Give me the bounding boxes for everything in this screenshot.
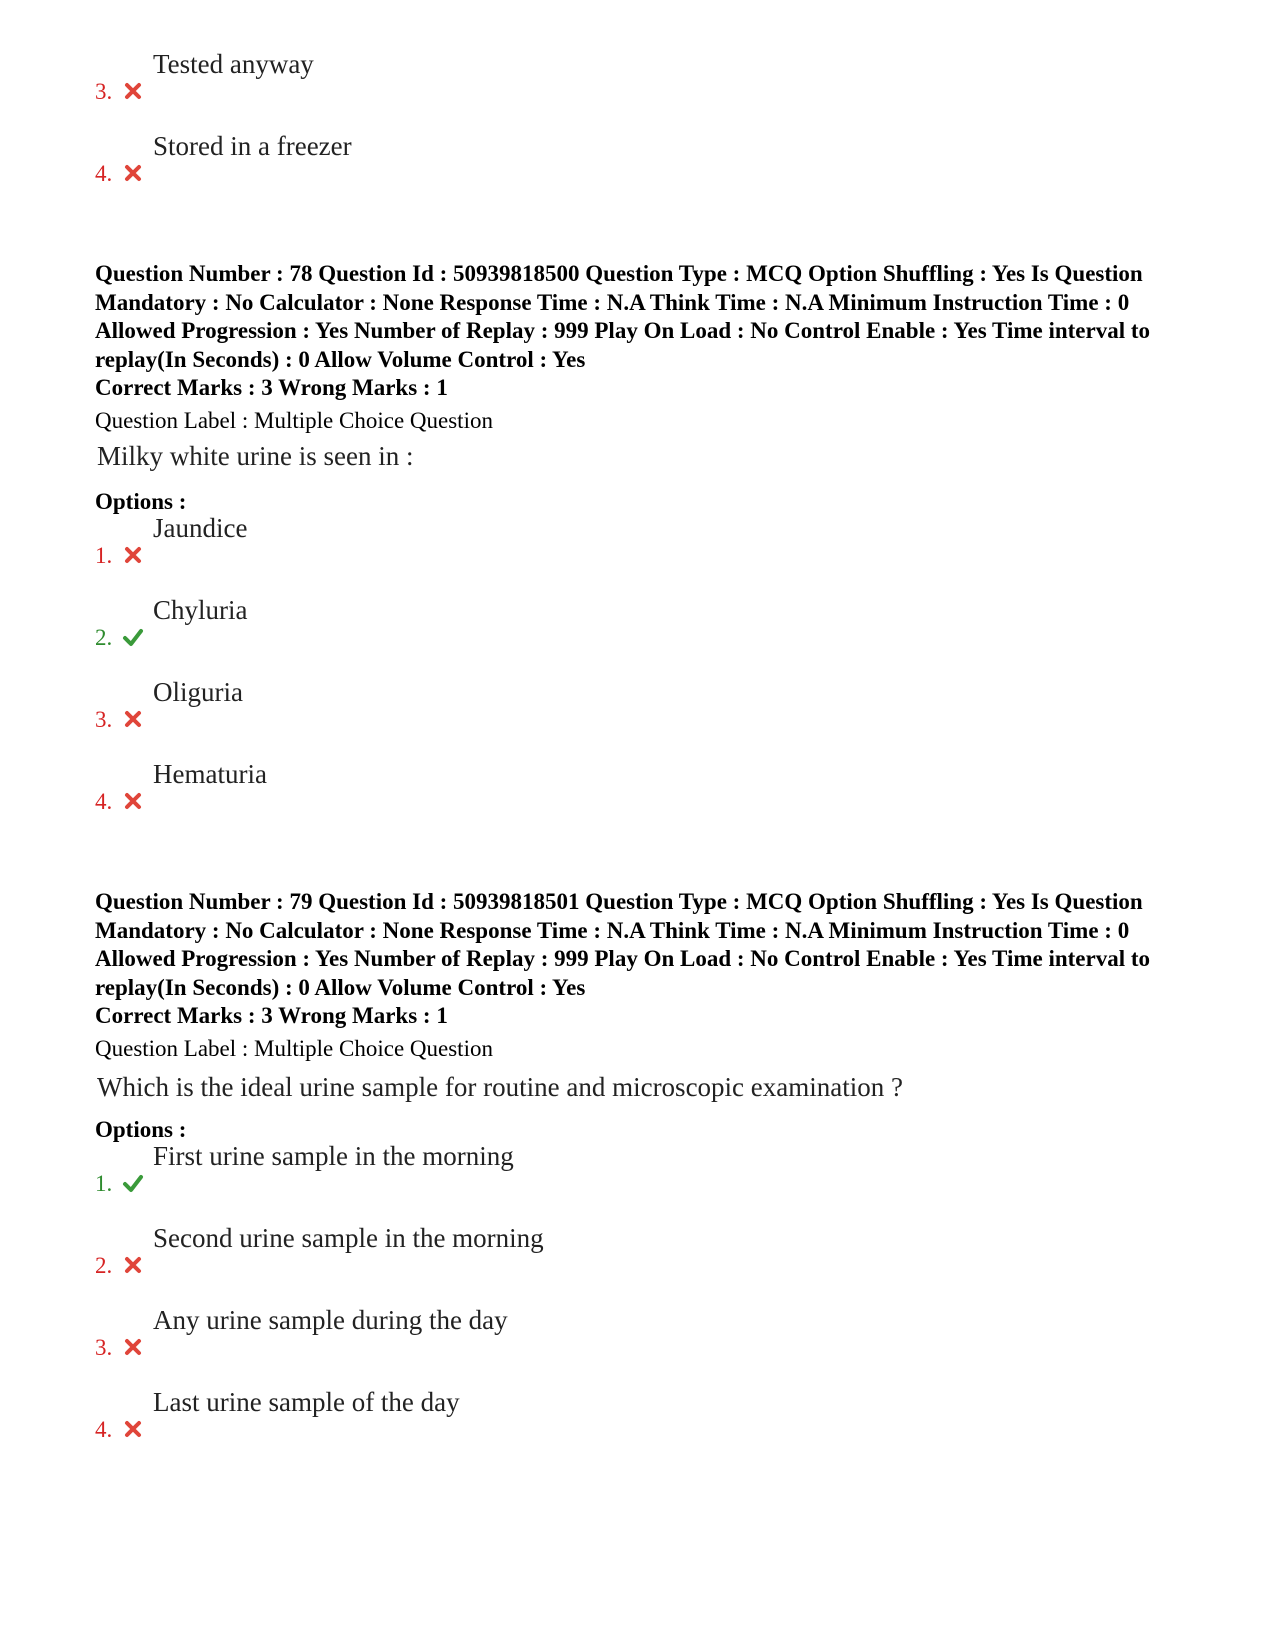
cross-icon xyxy=(123,709,143,729)
check-icon xyxy=(121,1173,145,1193)
question-text: Milky white urine is seen in : xyxy=(97,441,414,471)
question-meta: Question Number : 78 Question Id : 50939818500 Question Type : MCQ Option Shuffling : Yes Is Question Mandatory : No Calculator : None Response Time : N.A Think Time : N.A Minimum Instruction Time : 0 Allowed Progression : Yes Number of Replay : 999 Play On Load : No Control Enable : Yes Time interval to replay(In Seconds) : 0 Allow Volume Control : Yes xyxy=(95,261,1151,372)
option-number: 4. xyxy=(95,789,113,814)
option-item xyxy=(95,49,995,104)
question-marks: Correct Marks : 3 Wrong Marks : 1 xyxy=(95,375,448,400)
option-item xyxy=(95,1305,995,1360)
option-item xyxy=(95,1141,995,1196)
question-label: Question Label : Multiple Choice Question xyxy=(95,408,493,433)
option-item xyxy=(95,677,995,732)
option-item xyxy=(95,1387,995,1442)
option-number: 1. xyxy=(95,1171,113,1196)
option-text: Second urine sample in the morning xyxy=(153,1223,544,1253)
option-item xyxy=(95,759,995,814)
option-item xyxy=(95,595,995,650)
option-text: Jaundice xyxy=(153,513,248,543)
option-number: 1. xyxy=(95,543,113,568)
cross-icon xyxy=(123,791,143,811)
options-heading: Options : xyxy=(95,1117,187,1142)
option-text: Stored in a freezer xyxy=(153,131,352,161)
option-text: Tested anyway xyxy=(153,49,314,79)
question-marks: Correct Marks : 3 Wrong Marks : 1 xyxy=(95,1003,448,1028)
options-heading: Options : xyxy=(95,489,187,514)
option-item xyxy=(95,1223,995,1278)
cross-icon xyxy=(123,1419,143,1439)
option-text: Any urine sample during the day xyxy=(153,1305,508,1335)
cross-icon xyxy=(123,545,143,565)
option-number: 2. xyxy=(95,625,113,650)
cross-icon xyxy=(123,81,143,101)
option-number: 4. xyxy=(95,1417,113,1442)
option-number: 3. xyxy=(95,1335,113,1360)
option-text: Chyluria xyxy=(153,595,248,625)
option-text: Last urine sample of the day xyxy=(153,1387,460,1417)
question-text: Which is the ideal urine sample for routine and microscopic examination ? xyxy=(97,1072,903,1102)
cross-icon xyxy=(123,163,143,183)
cross-icon xyxy=(123,1255,143,1275)
option-item xyxy=(95,131,995,186)
option-item xyxy=(95,513,995,568)
question-label: Question Label : Multiple Choice Question xyxy=(95,1036,493,1061)
cross-icon xyxy=(123,1337,143,1357)
option-number: 3. xyxy=(95,707,113,732)
option-number: 4. xyxy=(95,161,113,186)
option-number: 3. xyxy=(95,79,113,104)
question-meta: Question Number : 79 Question Id : 50939818501 Question Type : MCQ Option Shuffling : Yes Is Question Mandatory : No Calculator : None Response Time : N.A Think Time : N.A Minimum Instruction Time : 0 Allowed Progression : Yes Number of Replay : 999 Play On Load : No Control Enable : Yes Time interval to replay(In Seconds) : 0 Allow Volume Control : Yes xyxy=(95,889,1151,1000)
option-text: Oliguria xyxy=(153,677,243,707)
option-number: 2. xyxy=(95,1253,113,1278)
option-text: Hematuria xyxy=(153,759,267,789)
check-icon xyxy=(121,627,145,647)
option-text: First urine sample in the morning xyxy=(153,1141,514,1171)
